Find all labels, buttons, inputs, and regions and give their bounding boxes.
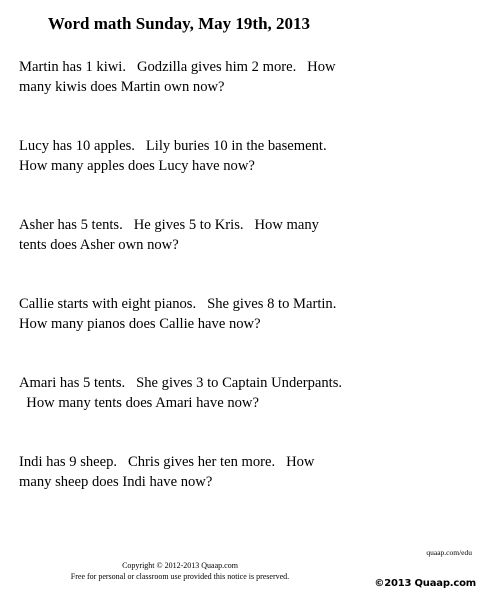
problem-line: Martin has 1 kiwi. Godzilla gives him 2 more. How [19, 59, 336, 75]
problem-line: many kiwis does Martin own now? [19, 79, 225, 95]
problem-line: Callie starts with eight pianos. She gives 8 to Martin. [19, 296, 337, 312]
word-problem-2 [19, 136, 359, 176]
problem-line: Indi has 9 sheep. Chris gives her ten more. How [19, 454, 315, 470]
word-problem-4 [19, 294, 359, 334]
watermark: ©2013 Quaap.com [374, 578, 476, 589]
problem-line: How many tents does Amari have now? [19, 395, 259, 411]
problem-line: How many apples does Lucy have now? [19, 158, 255, 174]
problem-line: How many pianos does Callie have now? [19, 316, 261, 332]
site-url: quaap.com/edu [426, 548, 472, 557]
copyright-notice [40, 560, 320, 582]
problem-line: tents does Asher own now? [19, 237, 179, 253]
word-problem-3 [19, 215, 359, 255]
problem-line: Lucy has 10 apples. Lily buries 10 in the basement. [19, 138, 327, 154]
problem-line: Asher has 5 tents. He gives 5 to Kris. How many [19, 217, 319, 233]
word-problem-6 [19, 452, 359, 492]
word-problem-5 [19, 373, 359, 413]
problem-line: Amari has 5 tents. She gives 3 to Captain Underpants. [19, 375, 343, 391]
usage-notice: Free for personal or classroom use provided this notice is preserved. [70, 572, 290, 581]
problem-line: many sheep does Indi have now? [19, 474, 213, 490]
copyright-line: Copyright © 2012-2013 Quaap.com [122, 561, 238, 570]
page-title: Word math Sunday, May 19th, 2013 [47, 14, 311, 33]
word-problem-1 [19, 57, 359, 97]
